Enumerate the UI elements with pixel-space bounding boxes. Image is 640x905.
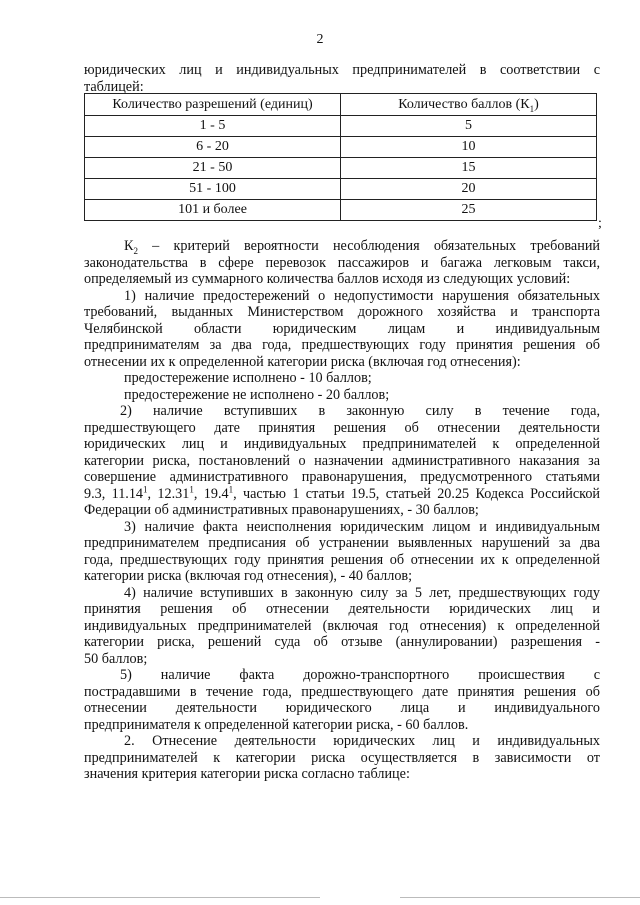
text-line: предпринимателям за два года, предшествующих году принятия решения об: [84, 337, 600, 353]
scan-artifact-line: [0, 897, 320, 898]
body-text: [84, 238, 600, 783]
permits-cell: 1 - 5: [85, 116, 341, 137]
text-line: категории риска (включая год отнесения), - 40 баллов;: [84, 568, 413, 584]
text-line: Федерации об административных правонарушениях, - 30 баллов;: [84, 502, 479, 518]
paragraph-2-line: 2. Отнесение деятельности юридических лиц и индивидуальных: [124, 733, 600, 749]
points-cell: 25: [341, 200, 597, 221]
condition-1-line: 1) наличие предостережений о недопустимости нарушения обязательных: [124, 287, 600, 304]
table-row: [85, 158, 597, 179]
header-points: Количество баллов $(К_1)$: [341, 94, 597, 116]
condition-1-option-b: предостережение не исполнено - 20 баллов;: [124, 386, 390, 403]
table-row: [85, 179, 597, 200]
points-cell: 10: [341, 137, 597, 158]
table-row: [85, 200, 597, 221]
table-row: [85, 116, 597, 137]
text-line: принятия решения об отнесении деятельности юридических лиц и: [84, 601, 600, 617]
text-line: 50 баллов;: [84, 650, 148, 667]
text-line: категории риска, решений суда об отзыве (аннулировании) разрешения -: [84, 634, 600, 650]
permits-cell: 21 - 50: [85, 158, 341, 179]
intro-paragraph: [84, 62, 600, 95]
text-line: значения критерия категории риска согласно таблице:: [84, 766, 410, 782]
permits-points-table: [84, 93, 597, 221]
permits-cell: 51 - 100: [85, 179, 341, 200]
text-line: требований, выданных Министерством дорожного хозяйства и транспорта: [84, 304, 600, 320]
condition-1-option-a: предостережение исполнено - 10 баллов;: [124, 370, 372, 386]
text-line: определяемый из суммарного количества баллов исходя из следующих условий:: [84, 271, 571, 287]
table-trailing-semicolon: ;: [598, 216, 602, 231]
text-line: года, предшествующих году принятия решения об отнесении их к определенной: [84, 551, 600, 568]
condition-3-line: 3) наличие факта неисполнения юридическим лицом и индивидуальным: [124, 518, 600, 535]
text-line: совершение административного правонарушения, предусмотренного статьями: [84, 469, 600, 485]
condition-5-line: 5) наличие факта дорожно-транспортного происшествия с: [120, 667, 600, 683]
points-cell: 15: [341, 158, 597, 179]
text-line: предпринимателя к определенной категории риска, - 60 баллов.: [84, 716, 469, 733]
scan-artifact-line: [400, 897, 640, 898]
text-line: юридических лиц и индивидуальных предпринимателей в соответствии с: [84, 62, 600, 78]
text-line: таблицей:: [84, 78, 144, 95]
text-line: предпринимателей к категории риска осуществляется в зависимости от: [84, 749, 600, 766]
k2-definition-line: $К_2$ – критерий вероятности несоблюдения обязательных требований: [124, 238, 600, 256]
permits-cell: 6 - 20: [85, 137, 341, 158]
text-line: отнесении деятельности юридического лица и индивидуального: [84, 700, 600, 716]
text-line: отнесении их к определенной категории риска (включая год отнесения):: [84, 353, 521, 370]
points-cell: 5: [341, 116, 597, 137]
text-line: предшествующего дате принятия решения об отнесении деятельности: [84, 419, 600, 436]
articles-line: 9.3, 11.14$^1$, 12.31$^1$, 19.4$^1$, частью 1 статьи 19.5, статьей 20.25 Кодекса Российской: [84, 483, 601, 502]
table-row: [85, 137, 597, 158]
text-line: юридических лиц и индивидуальных предпринимателей к определенной: [84, 436, 600, 452]
condition-4-line: 4) наличие вступивших в законную силу за 5 лет, предшествующих году: [124, 584, 600, 601]
text-line: предпринимателем предписания об устранении выявленных нарушений за два: [84, 535, 600, 551]
permits-cell: 101 и более: [85, 200, 341, 221]
text-line: Челябинской области юридическим лицам и индивидуальным: [84, 320, 600, 337]
points-cell: 20: [341, 179, 597, 200]
text-line: категории риска, постановлений о назначении административного наказания за: [84, 452, 600, 469]
text-line: пострадавшими в течение года, предшествующего дате принятия решения об: [84, 683, 600, 700]
header-permits: Количество разрешений (единиц): [85, 94, 341, 116]
text-line: законодательства в сфере перевозок пассажиров и багажа легковым такси,: [84, 254, 600, 271]
condition-2-line: 2) наличие вступивших в законную силу в течение года,: [120, 403, 600, 419]
page-number: 2: [316, 32, 324, 47]
table-header-row: [85, 94, 597, 116]
text-line: индивидуальных предпринимателей (включая год отнесения) к определенной: [84, 617, 600, 634]
